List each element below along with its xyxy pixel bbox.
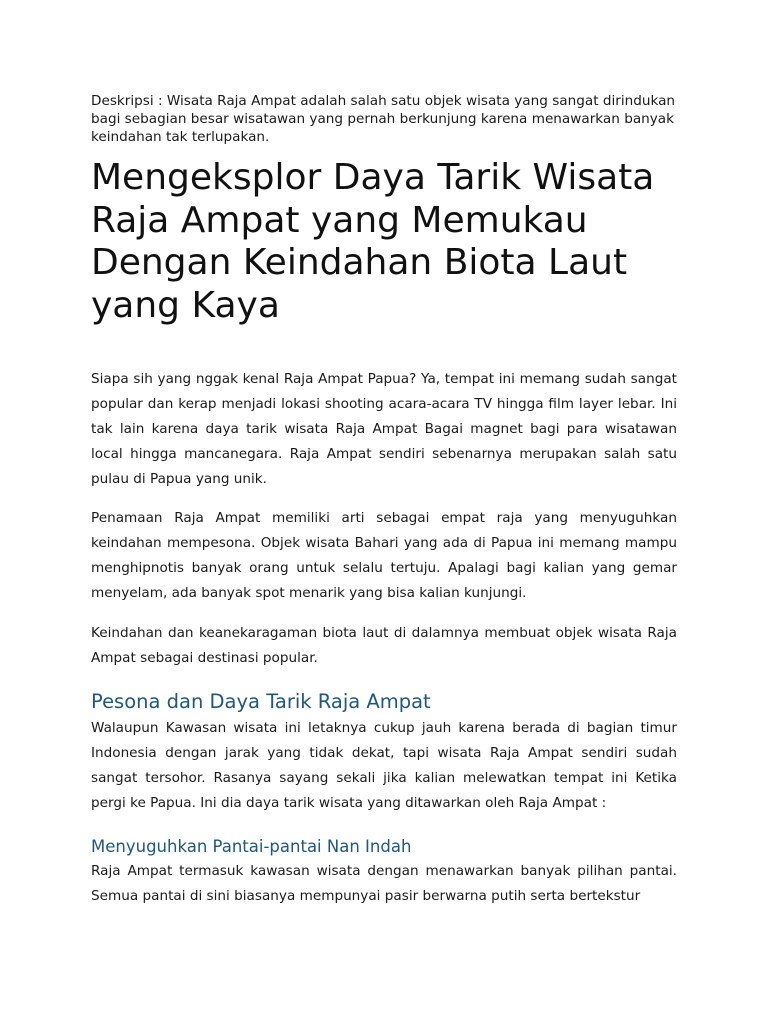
- body-paragraph: Keindahan dan keanekaragaman biota laut di dalamnya membuat objek wisata Raja Ampat sebagai destinasi popular.: [91, 625, 677, 666]
- section-pesona-paragraph: Walaupun Kawasan wisata ini letaknya cukup jauh karena berada di bagian timur Indonesia dengan jarak yang tidak dekat, tapi wisata Raja Ampat sendiri sudah sangat tersohor. Rasanya sayang sekali jika kalian melewatkan tempat ini Ketika pergi ke Papua. Ini dia daya tarik wisata yang ditawarkan oleh Raja Ampat :: [91, 720, 677, 811]
- body-paragraph: Siapa sih yang nggak kenal Raja Ampat Papua? Ya, tempat ini memang sudah sangat popular dan kerap menjadi lokasi shooting acara-acara TV hingga film layer lebar. Ini tak lain karena daya tarik wisata Raja Ampat Bagai magnet bagi para wisatawan local hingga mancanegara. Raja Ampat sendiri sebenarnya merupakan salah satu pulau di Papua yang unik.: [91, 371, 677, 487]
- body-paragraph: Penamaan Raja Ampat memiliki arti sebagai empat raja yang menyuguhkan keindahan mempesona. Objek wisata Bahari yang ada di Papua ini memang mampu menghipnotis banyak orang untuk selalu tertuju. Apalagi bagi kalian yang gemar menyelam, ada banyak spot menarik yang bisa kalian kunjungi.: [91, 510, 677, 601]
- article-title: Mengeksplor Daya Tarik Wisata Raja Ampat yang Memukau Dengan Keindahan Biota Laut yang Kaya: [91, 157, 655, 326]
- description-text: Deskripsi : Wisata Raja Ampat adalah salah satu objek wisata yang sangat dirindukan bagi sebagian besar wisatawan yang pernah berkunjung karena menawarkan banyak keindahan tak terlupakan.: [91, 93, 676, 145]
- section-heading-pesona: Pesona dan Daya Tarik Raja Ampat: [91, 690, 431, 713]
- subsection-heading-pantai: Menyuguhkan Pantai-pantai Nan Indah: [91, 837, 412, 856]
- section-pantai-paragraph: Raja Ampat termasuk kawasan wisata dengan menawarkan banyak pilihan pantai. Semua pantai di sini biasanya mempunyai pasir berwarna putih serta bertekstur: [91, 863, 677, 904]
